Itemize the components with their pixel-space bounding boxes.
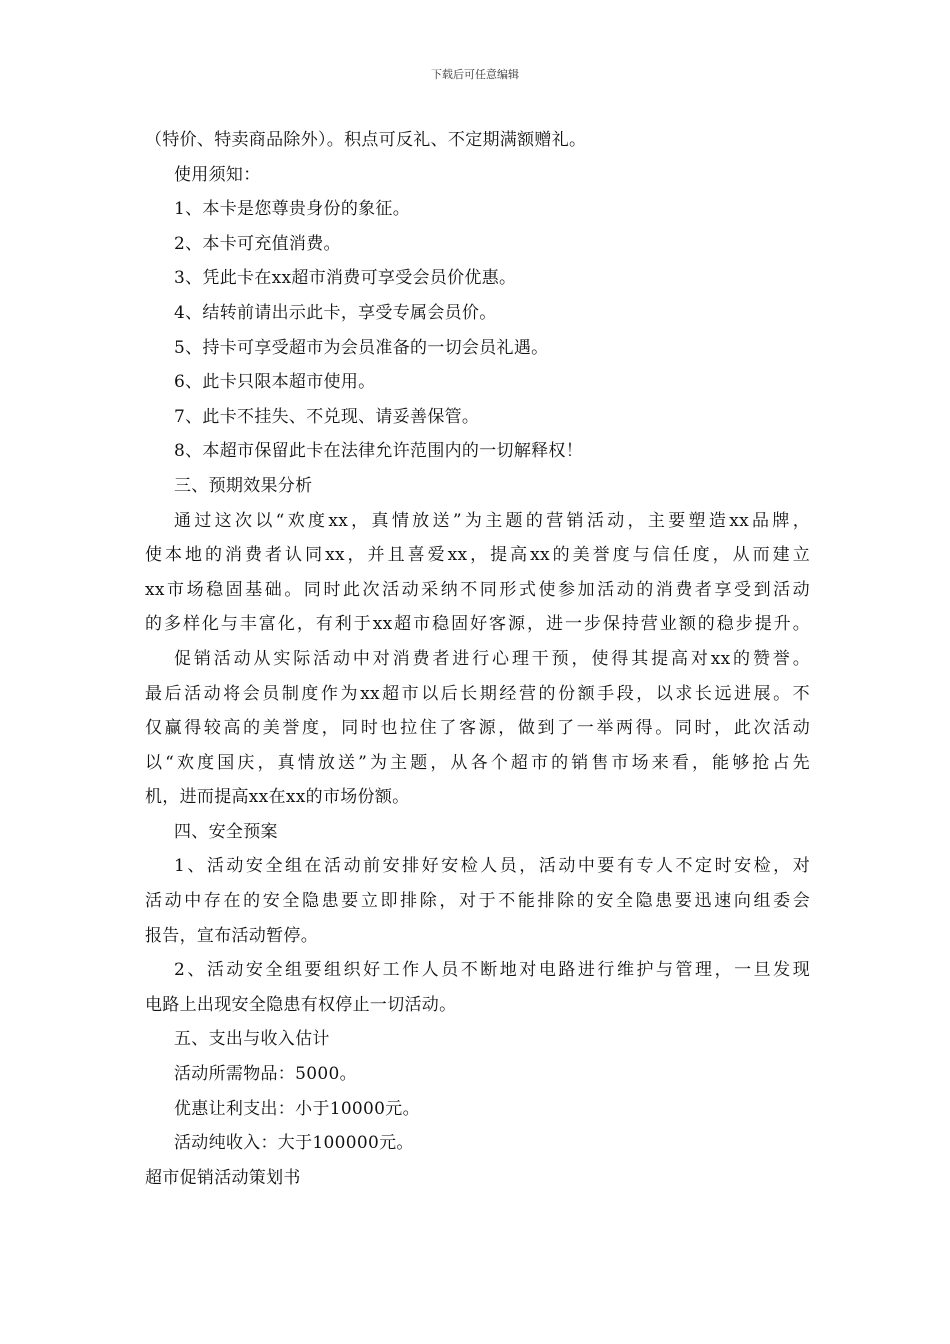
text-line: 最后活动将会员制度作为xx超市以后长期经营的份额手段，以求长远进展。不 bbox=[145, 683, 810, 704]
text-line: 1、活动安全组在活动前安排好安检人员，活动中要有专人不定时安检，对 bbox=[174, 856, 810, 877]
text-line: 通过这次以“欢度xx，真情放送”为主题的营销活动，主要塑造xx品牌， bbox=[174, 510, 810, 531]
text-line: 8、本超市保留此卡在法律允许范围内的一切解释权！ bbox=[174, 441, 584, 462]
text-line: 活动中存在的安全隐患要立即排除，对于不能排除的安全隐患要迅速向组委会 bbox=[145, 891, 810, 912]
document-body bbox=[145, 123, 810, 1195]
text-line: 优惠让利支出：小于10000元。 bbox=[174, 1098, 420, 1119]
text-line: 仅赢得较高的美誉度，同时也拉住了客源，做到了一举两得。同时，此次活动 bbox=[145, 718, 810, 739]
text-line: 5、持卡可享受超市为会员准备的一切会员礼遇。 bbox=[174, 337, 549, 358]
text-line: 四、安全预案 bbox=[174, 821, 278, 842]
text-line: 的多样化与丰富化，有利于xx超市稳固好客源，进一步保持营业额的稳步提升。 bbox=[145, 614, 810, 635]
text-line: 使本地的消费者认同xx，并且喜爱xx，提高xx的美誉度与信任度，从而建立 bbox=[145, 545, 810, 566]
text-line: 2、活动安全组要组织好工作人员不断地对电路进行维护与管理，一旦发现 bbox=[174, 960, 810, 981]
text-line: 三、预期效果分析 bbox=[174, 475, 313, 496]
text-line: 以“欢度国庆，真情放送”为主题，从各个超市的销售市场来看，能够抢占先 bbox=[145, 752, 810, 773]
text-line: 3、凭此卡在xx超市消费可享受会员价优惠。 bbox=[174, 268, 517, 289]
text-line: 活动所需物品：5000。 bbox=[174, 1064, 357, 1085]
text-line: xx市场稳固基础。同时此次活动采纳不同形式使参加活动的消费者享受到活动 bbox=[145, 579, 810, 600]
text-line: 2、本卡可充值消费。 bbox=[174, 233, 341, 254]
text-line: 7、此卡不挂失、不兑现、请妥善保管。 bbox=[174, 406, 480, 427]
text-line: 6、此卡只限本超市使用。 bbox=[174, 372, 376, 393]
text-line: 1、本卡是您尊贵身份的象征。 bbox=[174, 199, 411, 220]
page-header: 下载后可任意编辑 bbox=[431, 68, 519, 81]
text-line: 电路上出现安全隐患有权停止一切活动。 bbox=[145, 994, 457, 1015]
text-line: 报告，宣布活动暂停。 bbox=[145, 925, 318, 946]
text-line: 4、结转前请出示此卡，享受专属会员价。 bbox=[174, 302, 497, 323]
text-line: 超市促销活动策划书 bbox=[145, 1167, 301, 1188]
text-line: 机，进而提高xx在xx的市场份额。 bbox=[145, 787, 410, 808]
text-line: （特价、特卖商品除外）。积点可反礼、不定期满额赠礼。 bbox=[145, 130, 587, 150]
text-line: 促销活动从实际活动中对消费者进行心理干预，使得其提高对xx的赞誉。 bbox=[174, 648, 810, 669]
text-line: 活动纯收入：大于100000元。 bbox=[174, 1133, 414, 1154]
text-line: 使用须知： bbox=[174, 164, 261, 185]
text-line: 五、支出与收入估计 bbox=[174, 1029, 330, 1050]
